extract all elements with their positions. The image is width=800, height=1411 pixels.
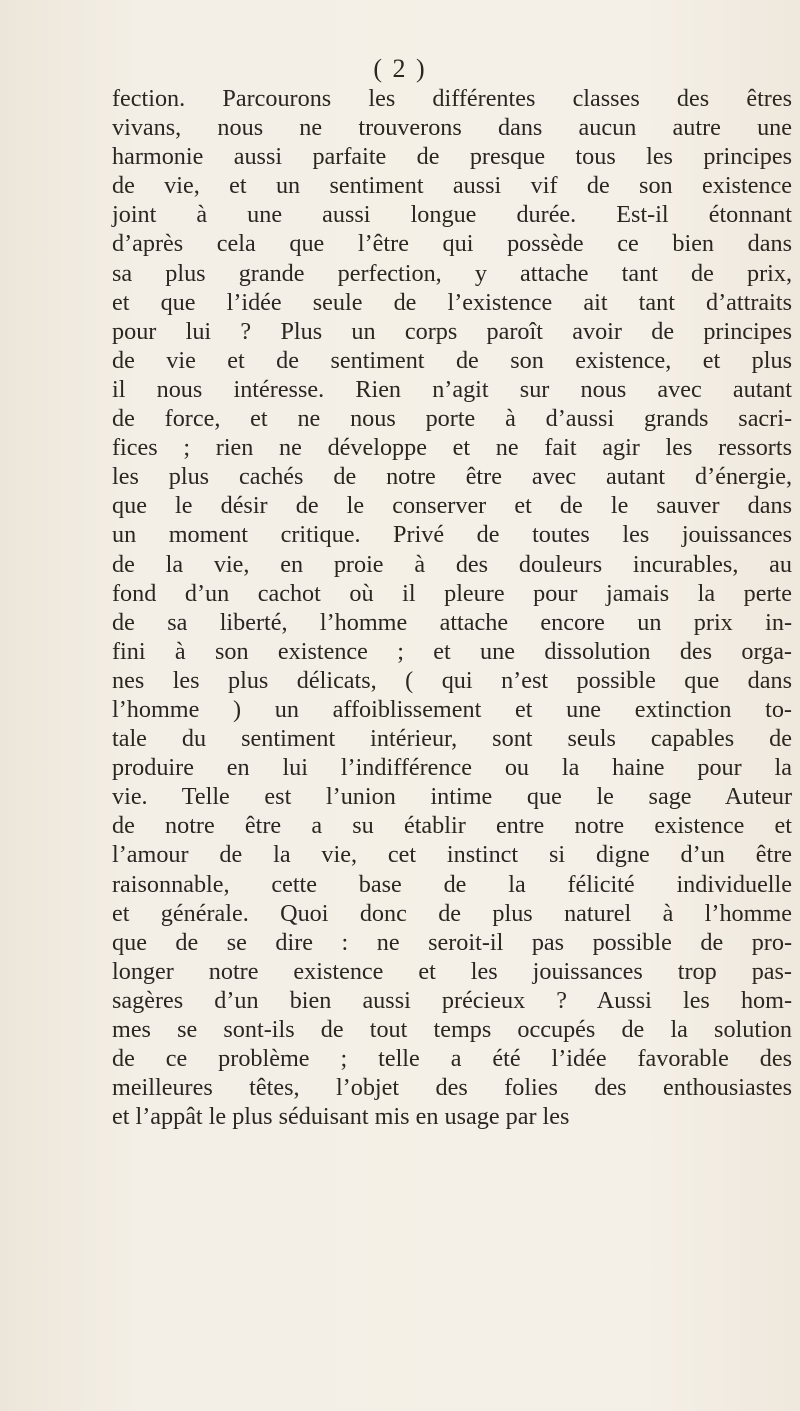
text-line: vie. Telle est l’union intime que le sage Auteur [112, 783, 792, 811]
text-line: harmonie aussi parfaite de presque tous les principes [112, 143, 792, 171]
text-line: de force, et ne nous porte à d’aussi grands sacri- [112, 405, 792, 433]
text-line: mes se sont-ils de tout temps occupés de la solution [112, 1016, 792, 1043]
text-line: les plus cachés de notre être avec autant d’énergie, [112, 463, 792, 491]
text-line: l’amour de la vie, cet instinct si digne d’un être [112, 841, 792, 869]
text-line: d’après cela que l’être qui possède ce bien dans [112, 230, 792, 258]
text-line: de la vie, en proie à des douleurs incurables, au [112, 550, 792, 578]
text-line: et générale. Quoi donc de plus naturel à l’homme [112, 899, 792, 927]
text-line: fices ; rien ne développe et ne fait agir les ressorts [112, 434, 792, 462]
text-line: pour lui ? Plus un corps paroît avoir de principes [112, 317, 792, 345]
text-line: sagères d’un bien aussi précieux ? Aussi les hom- [112, 986, 792, 1014]
text-line: fection. Parcourons les différentes classes des êtres [112, 85, 792, 112]
text-line: et l’appât le plus séduisant mis en usage par les [112, 1103, 570, 1131]
text-line: il nous intéresse. Rien n’agit sur nous avec autant [112, 375, 792, 403]
text-line: sa plus grande perfection, y attache tant de prix, [112, 259, 792, 287]
text-line: de ce problème ; telle a été l’idée favorable des [112, 1045, 792, 1073]
text-line: que le désir de le conserver et de le sauver dans [112, 492, 792, 520]
text-line: et que l’idée seule de l’existence ait tant d’attraits [112, 288, 792, 316]
text-line: produire en lui l’indifférence ou la haine pour la [112, 754, 792, 782]
text-line: fond d’un cachot où il pleure pour jamais la perte [112, 579, 792, 607]
text-line: un moment critique. Privé de toutes les jouissances [112, 521, 792, 549]
page-number: ( 2 ) [373, 54, 427, 83]
body-text [112, 84, 792, 1131]
text-line: fini à son existence ; et une dissolution des orga- [112, 637, 792, 665]
text-line: de sa liberté, l’homme attache encore un prix in- [112, 608, 792, 636]
text-line: l’homme ) un affoiblissement et une extinction to- [112, 695, 792, 723]
text-line: longer notre existence et les jouissances trop pas- [112, 957, 792, 985]
text-line: joint à une aussi longue durée. Est-il étonnant [112, 201, 792, 229]
text-line: de notre être a su établir entre notre existence et [112, 812, 792, 840]
text-line: tale du sentiment intérieur, sont seuls capables de [112, 725, 792, 753]
text-line: que de se dire : ne seroit-il pas possible de pro- [112, 928, 792, 956]
text-line: de vie et de sentiment de son existence, et plus [112, 346, 792, 374]
text-line: vivans, nous ne trouverons dans aucun autre une [112, 114, 792, 142]
text-line: meilleures têtes, l’objet des folies des enthousiastes [112, 1074, 792, 1102]
text-line: raisonnable, cette base de la félicité individuelle [112, 870, 792, 898]
text-line: nes les plus délicats, ( qui n’est possible que dans [112, 666, 792, 694]
text-line: de vie, et un sentiment aussi vif de son existence [112, 172, 792, 200]
